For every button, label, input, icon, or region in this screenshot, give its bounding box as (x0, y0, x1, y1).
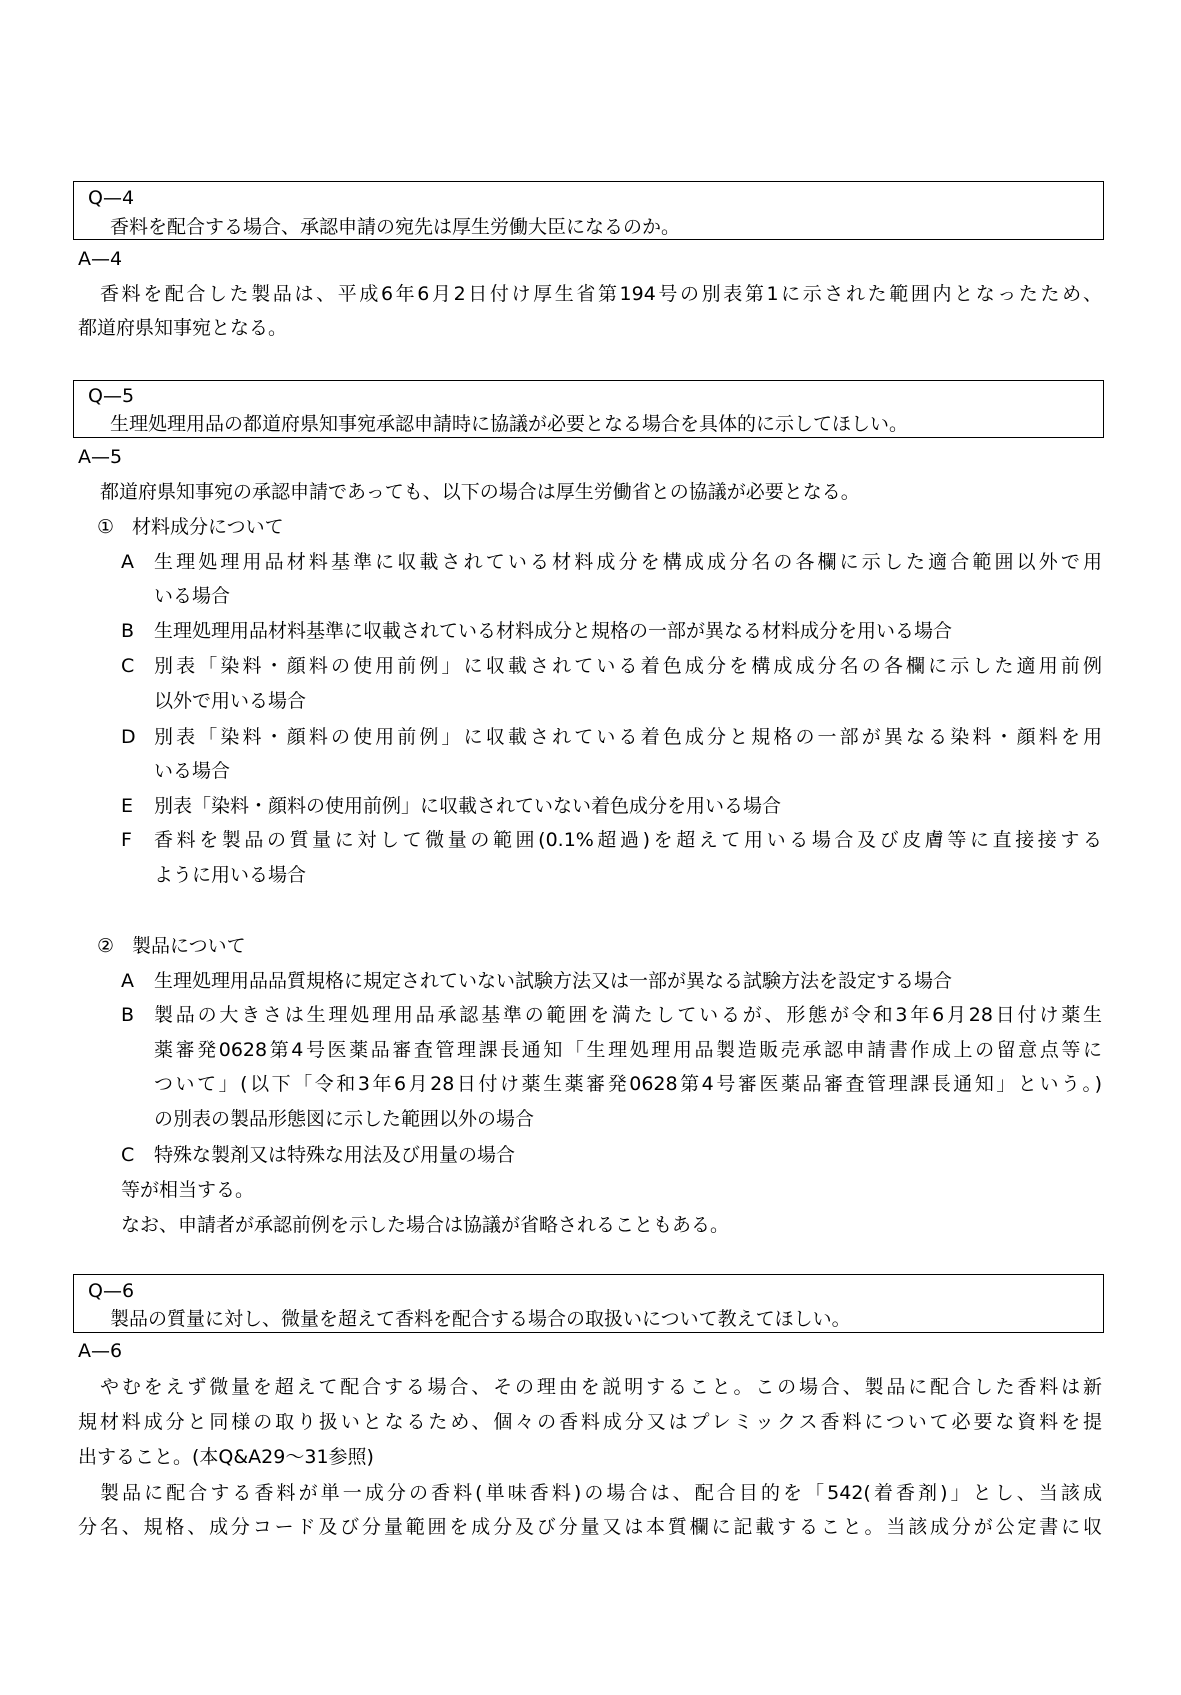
answer-line: 規材料成分と同様の取り扱いとなるため、個々の香料成分又はプレミックス香料について必要な資料を提 (78, 1411, 1102, 1433)
item-line: 生理処理用品品質規格に規定されていない試験方法又は一部が異なる試験方法を設定する場合 (154, 970, 953, 992)
item-letter: B (121, 620, 135, 642)
item-letter: F (121, 829, 132, 851)
item-line: ついて」(以下「令和3年6月28日付け薬生薬審発0628第4号審医薬品審査管理課長通知」という。) (154, 1073, 1102, 1095)
answer-label: A—4 (78, 248, 123, 270)
item-letter: E (121, 795, 134, 817)
question-text: 生理処理用品の都道府県知事宛承認申請時に協議が必要となる場合を具体的に示してほしい。 (110, 413, 909, 435)
closing-line: 等が相当する。 (121, 1179, 255, 1201)
answer-line: やむをえず微量を超えて配合する場合、その理由を説明すること。この場合、製品に配合した香料は新 (100, 1376, 1102, 1398)
item-line: 別表「染料・顔料の使用前例」に収載されている着色成分と規格の一部が異なる染料・顔料を用 (154, 726, 1102, 748)
item-line: いる場合 (154, 585, 231, 607)
answer-label: A—6 (78, 1340, 123, 1362)
item-line: の別表の製品形態図に示した範囲以外の場合 (154, 1108, 535, 1130)
item-letter: A (121, 551, 134, 573)
answer-line: 製品に配合する香料が単一成分の香料(単味香料)の場合は、配合目的を「542(着香剤)」とし、当該成 (100, 1482, 1102, 1504)
item-line: 生理処理用品材料基準に収載されている材料成分を構成成分名の各欄に示した適合範囲以外で用 (154, 551, 1102, 573)
question-label: Q—6 (88, 1280, 135, 1302)
item-letter: A (121, 970, 134, 992)
item-letter: C (121, 1144, 135, 1166)
item-letter: C (121, 655, 135, 677)
item-letter: D (121, 726, 136, 748)
answer-line: 出すること。(本Q&A29～31参照) (78, 1446, 374, 1468)
item-line: 別表「染料・顔料の使用前例」に収載されていない着色成分を用いる場合 (154, 795, 782, 817)
section-title: 製品について (132, 935, 246, 957)
question-label: Q—5 (88, 385, 135, 407)
item-line: 別表「染料・顔料の使用前例」に収載されている着色成分を構成成分名の各欄に示した適用前例 (154, 655, 1102, 677)
answer-line: 都道府県知事宛となる。 (78, 317, 288, 339)
item-line: いる場合 (154, 760, 231, 782)
item-line: 製品の大きさは生理処理用品承認基準の範囲を満たしているが、形態が令和3年6月28日付け薬生 (154, 1004, 1102, 1026)
question-text: 製品の質量に対し、微量を超えて香料を配合する場合の取扱いについて教えてほしい。 (110, 1308, 851, 1330)
answer-line: 分名、規格、成分コード及び分量範囲を成分及び分量又は本質欄に記載すること。当該成分が公定書に収 (78, 1516, 1102, 1538)
item-line: 以外で用いる場合 (154, 690, 307, 712)
item-letter: B (121, 1004, 135, 1026)
item-line: 香料を製品の質量に対して微量の範囲(0.1%超過)を超えて用いる場合及び皮膚等に直接接する (154, 829, 1102, 851)
item-line: 生理処理用品材料基準に収載されている材料成分と規格の一部が異なる材料成分を用いる場合 (154, 620, 953, 642)
answer-label: A—5 (78, 446, 123, 468)
item-line: ように用いる場合 (154, 864, 307, 886)
question-text: 香料を配合する場合、承認申請の宛先は厚生労働大臣になるのか。 (110, 216, 681, 238)
section-number: ② (97, 935, 115, 957)
section-number: ① (97, 516, 115, 538)
item-line: 薬審発0628第4号医薬品審査管理課長通知「生理処理用品製造販売承認申請書作成上の留意点等に (154, 1039, 1102, 1061)
question-label: Q—4 (88, 187, 135, 209)
answer-intro: 都道府県知事宛の承認申請であっても、以下の場合は厚生労働省との協議が必要となる。 (100, 481, 860, 503)
answer-line: 香料を配合した製品は、平成6年6月2日付け厚生省第194号の別表第1に示された範囲内となったため、 (100, 283, 1102, 305)
section-title: 材料成分について (132, 516, 284, 538)
closing-line: なお、申請者が承認前例を示した場合は協議が省略されることもある。 (121, 1214, 730, 1236)
item-line: 特殊な製剤又は特殊な用法及び用量の場合 (154, 1144, 516, 1166)
